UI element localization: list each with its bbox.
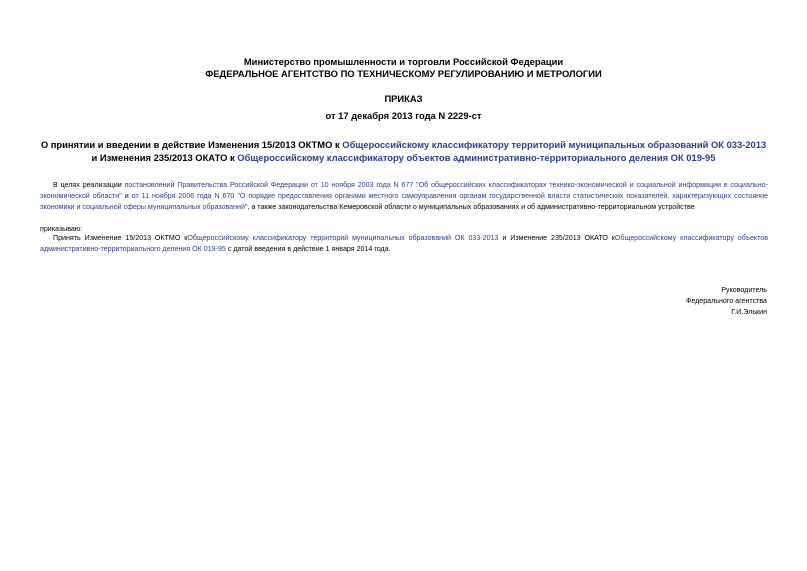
order-text-2: и Изменение 235/2013 ОКАТО к (498, 234, 615, 242)
order-link-oktmo[interactable]: Общероссийскому классификатору территорий муниципальных образований ОК 033-2013 (187, 234, 499, 242)
preamble-link-decree-670[interactable]: от 11 ноября 2006 года N 670 "О порядке предоставления органами местного самоуправления органам государственной власти статистических показателей, характеризующих состояние экономики и социальной сферы муниципальных образований" (40, 192, 768, 211)
order-text-1: Принять Изменение 15/2013 ОКТМО к (53, 234, 188, 242)
preamble-text-2: и (121, 192, 132, 200)
signature-organization: Федерального агентства (685, 297, 767, 305)
agency-name: ФЕДЕРАЛЬНОЕ АГЕНТСТВО ПО ТЕХНИЧЕСКОМУ РЕГУЛИРОВАНИЮ И МЕТРОЛОГИИ (205, 68, 602, 79)
document-title (40, 139, 767, 164)
signature-position: Руководитель (721, 286, 767, 294)
signature-name: Г.И.Элькин (731, 308, 767, 316)
signature-block (567, 285, 767, 318)
preamble-text-1: В целях реализации (53, 181, 125, 189)
title-text-1: О принятии и введении в действие Изменения 15/2013 ОКТМО к (40, 139, 343, 150)
preamble-link-decree-677[interactable]: постановлений Правительства Российской Федерации от 10 ноября 2003 года N 677 "Об общероссийских классификаторах технико-экономической и социальной информации в социально-экономической области" (40, 181, 768, 200)
title-link-oktmo[interactable]: Общероссийскому классификатору территорий муниципальных образований ОК 033-2013 (342, 139, 767, 150)
preamble-text-3: , а также законодательства Кемеровской области о муниципальных образованиях и об административно-территориальном устройстве (247, 203, 695, 211)
title-text-2: и Изменения 235/2013 ОКАТО к (91, 151, 238, 163)
title-link-okato[interactable]: Общероссийскому классификатору объектов административно-территориального деления ОК 019-95 (237, 151, 716, 163)
document-date-number: от 17 декабря 2013 года N 2229-ст (325, 110, 482, 121)
ministry-name: Министерство промышленности и торговли Российской Федерации (243, 56, 564, 67)
order-text-3: с датой введения в действие 1 января 2014 года. (225, 245, 391, 253)
order-link-okato[interactable]: Общероссийскому классификатору объектов административно-территориального деления ОК 019-95 (40, 234, 768, 253)
preamble-paragraph (40, 180, 768, 213)
order-word: приказываю: (40, 225, 83, 233)
document-type: ПРИКАЗ (384, 93, 423, 104)
order-paragraph (40, 233, 768, 255)
